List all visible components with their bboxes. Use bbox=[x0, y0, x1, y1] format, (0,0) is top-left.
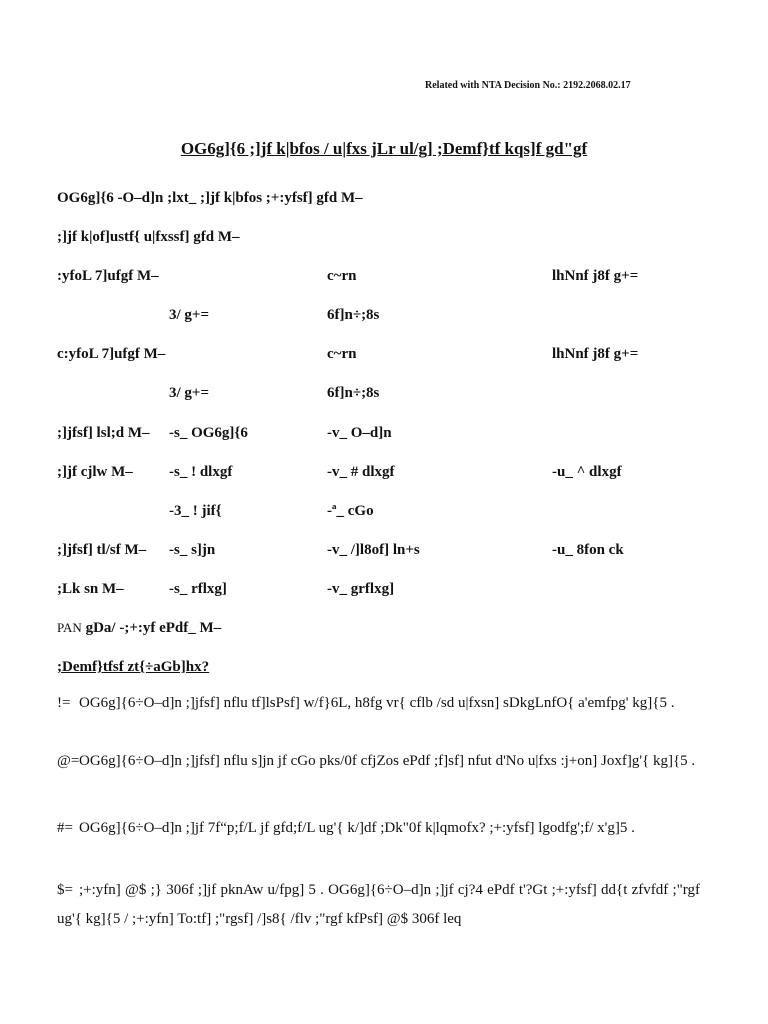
permanent-zone-label: c~rn bbox=[327, 268, 357, 284]
decision-reference: Related with NTA Decision No.: 2192.2068.02.17 bbox=[425, 80, 631, 91]
terms-heading: ;Demf}tfsf zt{÷aGb]hx? bbox=[57, 659, 210, 675]
list-item bbox=[57, 876, 700, 934]
method-option-radio-link: -v_ /]l8of] ln+s bbox=[327, 542, 420, 558]
list-item-number: @= bbox=[57, 753, 80, 769]
temporary-district-ward-label: lhNnf j8f g+= bbox=[552, 346, 639, 362]
period-option-other: -ª_ cGo bbox=[327, 503, 374, 519]
list-item-text: ;+:yfn] @$ ;} 306f ;]jf pknAw u/fpg] 5 . OG6g]{6÷O–d]n ;]jf cj?4 ePdf t'?Gt ;+:yfsf] dd{t zfvfdf ;"rgf ug'{ kg]{5 / ;+:yfn] To:tf] ;"rgsf] /]s8{ /flv ;"rgf kfPsf] @$ 306f leq bbox=[57, 882, 700, 927]
temporary-zone-label: c~rn bbox=[327, 346, 357, 362]
service-method-label: ;]jfsf] tl/sf M– bbox=[57, 542, 147, 558]
list-item-text: OG6g]{6÷O–d]n ;]jfsf] nflu tf]lsPsf] w/f}6L, h8fg vr{ cflb /sd u|fxsn] sDkgLnfO{ a'emfpg' kg]{5 . bbox=[79, 695, 675, 711]
period-option-6-months: -u_ ^ dlxgf bbox=[552, 464, 622, 480]
permanent-address-label: :yfoL 7]ufgf M– bbox=[57, 268, 159, 284]
period-option-3-months: -v_ # dlxgf bbox=[327, 464, 395, 480]
temporary-house-no-label: 3/ g+= bbox=[169, 385, 210, 401]
method-option-cable: -s_ s]jn bbox=[169, 542, 216, 558]
method-option-dial-up: -u_ 8fon ck bbox=[552, 542, 624, 558]
service-option-email: -v_ O–d]n bbox=[327, 425, 392, 441]
list-item bbox=[57, 689, 700, 718]
link-option-required: -s_ rflxg] bbox=[169, 581, 227, 597]
link-option-not-required: -v_ grflxg] bbox=[327, 581, 395, 597]
service-option-internet: -s_ OG6g]{6 bbox=[169, 425, 248, 441]
permanent-district-ward-label: lhNnf j8f g+= bbox=[552, 268, 639, 284]
list-item-text: OG6g]{6÷O–d]n ;]jf 7f“p;f/L jf gfd;f/L ug'{ k/]df ;Dk"0f k|lqmofx? ;+:yfsf] lgodfg';f/ x'g]5 . bbox=[79, 820, 635, 836]
period-option-1-month: -s_ ! dlxgf bbox=[169, 464, 233, 480]
link-label: ;Lk sn M– bbox=[57, 581, 124, 597]
pan-number-field bbox=[57, 620, 221, 637]
list-item-number: $= bbox=[57, 882, 73, 898]
temporary-tole-street-label: 6f]n÷;8s bbox=[327, 385, 380, 401]
provider-name-field: OG6g]{6 -O–d]n ;lxt_ ;]jf k|bfos ;+:yfsf] gfd M– bbox=[57, 190, 363, 206]
list-item-number: != bbox=[57, 695, 71, 711]
pan-prefix: PAN bbox=[57, 620, 82, 635]
temporary-address-label: c:yfoL 7]ufgf M– bbox=[57, 346, 166, 362]
list-item-number: #= bbox=[57, 820, 73, 836]
page-title: OG6g]{6 ;]jf k|bfos / u|fxs jLr ul/g] ;Demf}tf kqs]f gd"gf bbox=[180, 139, 588, 158]
pan-label: gDa/ -;+:yf ePdf_ M– bbox=[85, 620, 222, 636]
period-option-1-year: -3_ ! jif{ bbox=[169, 503, 222, 519]
service-type-label: ;]jfsf] lsl;d M– bbox=[57, 425, 150, 441]
list-item bbox=[57, 814, 700, 843]
permanent-house-no-label: 3/ g+= bbox=[169, 307, 210, 323]
permanent-tole-street-label: 6f]n÷;8s bbox=[327, 307, 380, 323]
service-period-label: ;]jf cjlw M– bbox=[57, 464, 133, 480]
list-item bbox=[57, 747, 700, 776]
customer-name-field: ;]jf k|of]ustf{ u|fxssf] gfd M– bbox=[57, 229, 240, 245]
list-item-text: OG6g]{6÷O–d]n ;]jfsf] nflu s]jn jf cGo pks/0f cfjZos ePdf ;f]sf] nfut d'No u|fxs :j+on] Joxf]g'{ kg]{5 . bbox=[79, 753, 696, 769]
